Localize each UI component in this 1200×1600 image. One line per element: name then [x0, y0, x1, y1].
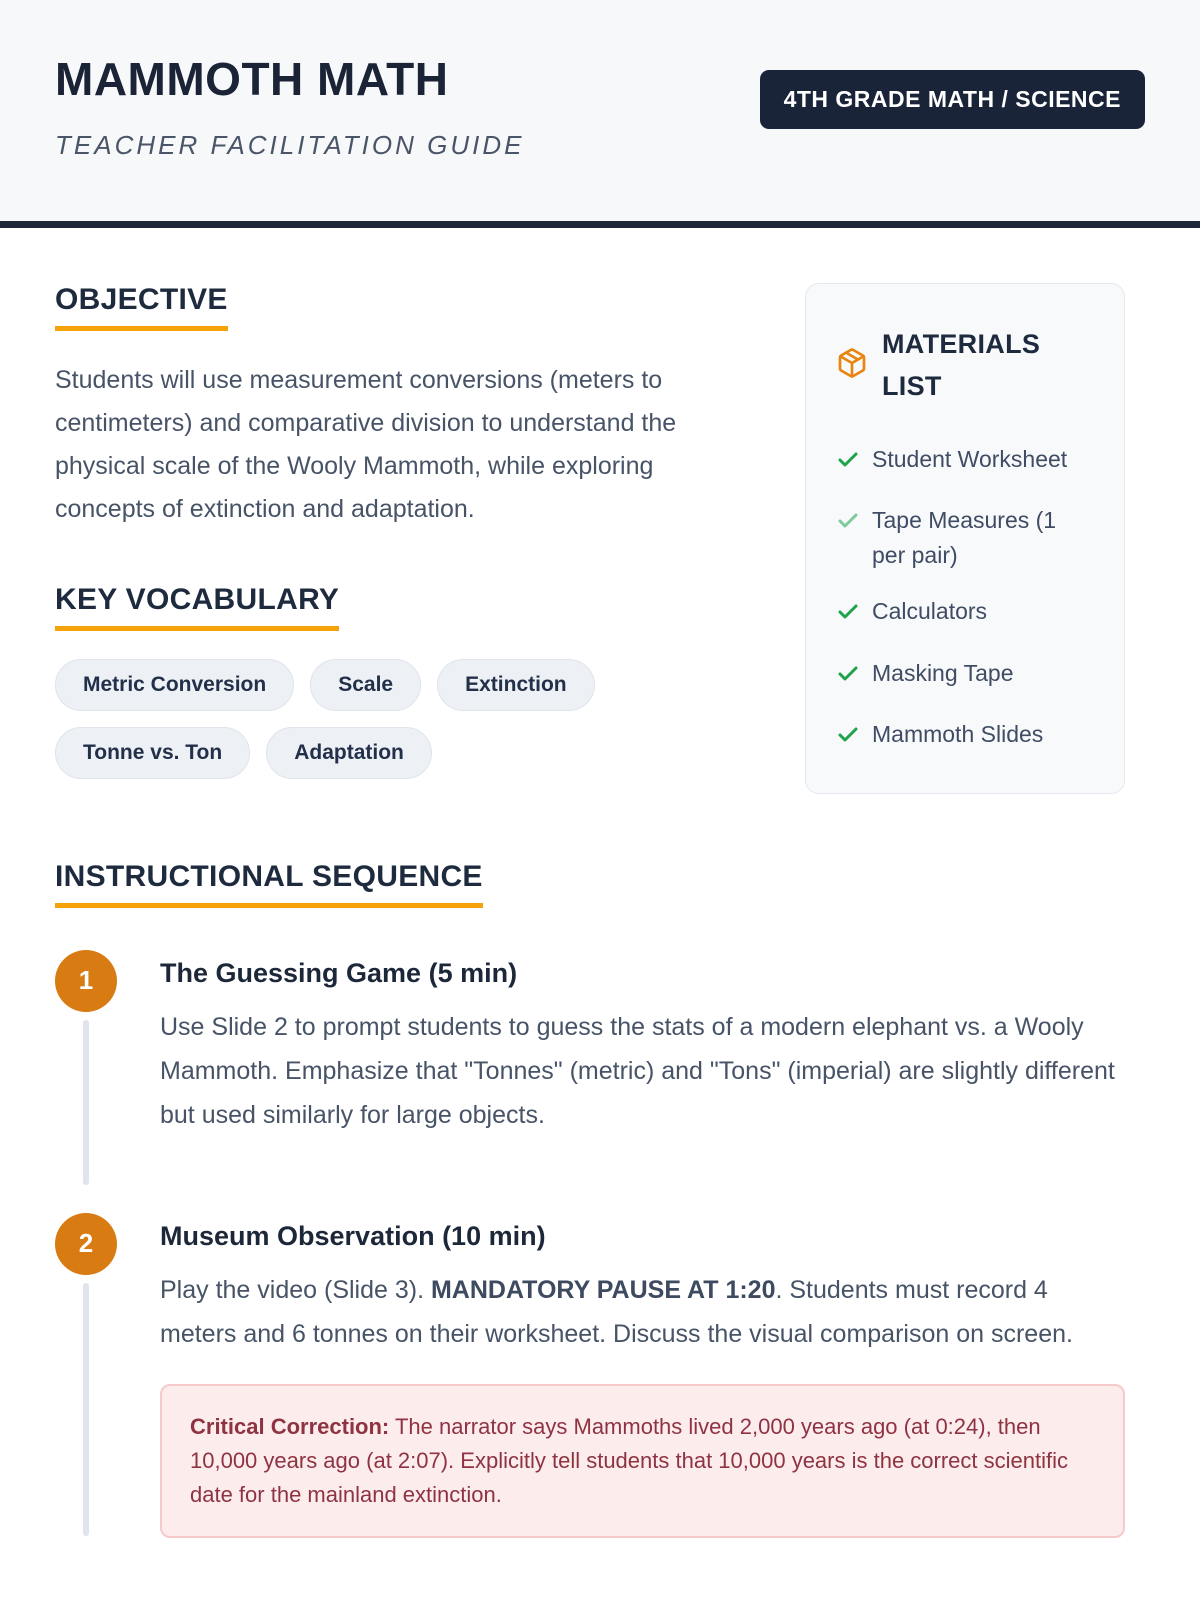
timeline-rail	[55, 950, 117, 1137]
vocabulary-section	[55, 583, 785, 779]
check-icon	[836, 661, 860, 696]
check-icon	[836, 722, 860, 757]
vocabulary-pills	[55, 659, 695, 779]
callout-text: The narrator says Mammoths lived 2,000 years ago (at 0:24), then 10,000 years ago (at 2:07). Explicitly tell students that 10,000 years is the correct scientific date for the mainland extinction.	[190, 1413, 1069, 1507]
materials-title-row	[836, 324, 1094, 408]
vocab-pill: Metric Conversion	[55, 659, 294, 711]
check-icon	[836, 508, 860, 543]
materials-item-label: Masking Tape	[872, 659, 1014, 686]
materials-item	[836, 503, 1094, 572]
step-body	[160, 1268, 1125, 1356]
vocabulary-heading: KEY VOCABULARY	[55, 583, 339, 631]
check-icon	[836, 599, 860, 634]
materials-heading: MATERIALS LIST	[882, 329, 1041, 401]
step-number-badge: 1	[55, 950, 117, 1012]
left-column	[55, 283, 785, 779]
step-title: Museum Observation (10 min)	[160, 1220, 546, 1251]
materials-item	[836, 442, 1094, 482]
materials-card	[805, 283, 1125, 794]
step-body: Use Slide 2 to prompt students to guess the stats of a modern elephant vs. a Wooly Mammoth. Emphasize that "Tonnes" (metric) and "Tons" (imperial) are slightly different but used similarly for large objects.	[160, 1012, 1115, 1129]
sequence-heading: INSTRUCTIONAL SEQUENCE	[55, 860, 483, 908]
vocab-pill: Adaptation	[266, 727, 432, 779]
materials-item	[836, 717, 1094, 757]
materials-item-label: Calculators	[872, 598, 988, 625]
materials-list	[836, 442, 1094, 757]
step-2	[55, 1213, 1125, 1538]
main-content	[0, 228, 1200, 1538]
callout-label: Critical Correction:	[190, 1413, 390, 1439]
critical-correction-callout	[160, 1384, 1125, 1538]
materials-item-label: Tape Measures (1 per pair)	[872, 507, 1057, 568]
steps	[55, 950, 1125, 1538]
materials-item-label: Student Worksheet	[872, 445, 1068, 472]
vocab-pill: Scale	[310, 659, 421, 711]
materials-item	[836, 594, 1094, 634]
step-1	[55, 950, 1125, 1137]
package-icon	[836, 347, 868, 384]
page-subtitle: TEACHER FACILITATION GUIDE	[55, 130, 525, 160]
materials-item	[836, 656, 1094, 696]
objective-text: Students will use measurement conversions (meters to centimeters) and comparative division to understand the physical scale of the Wooly Mammoth, while exploring concepts of extinction and adaptation.	[55, 366, 677, 523]
grade-badge: 4TH GRADE MATH / SCIENCE	[760, 70, 1145, 129]
step-content	[160, 950, 1125, 1137]
title-block	[55, 52, 524, 161]
objective-heading: OBJECTIVE	[55, 283, 228, 331]
instructional-sequence-section	[55, 860, 1125, 1538]
step-title: The Guessing Game (5 min)	[160, 957, 518, 988]
page-header	[0, 0, 1200, 228]
materials-item-label: Mammoth Slides	[872, 721, 1044, 748]
objective-section	[55, 283, 785, 531]
step-body-bold-text: MANDATORY PAUSE AT 1:20	[430, 1275, 776, 1304]
step-body-text: . Students must record 4 meters and 6 tonnes on their worksheet. Discuss the visual comparison on screen.	[160, 1275, 1073, 1348]
check-icon	[836, 447, 860, 482]
vocab-pill: Extinction	[437, 659, 595, 711]
top-region	[55, 283, 1125, 794]
timeline-rail	[55, 1213, 117, 1538]
step-body-text: Play the video (Slide 3).	[160, 1275, 431, 1304]
step-number-badge: 2	[55, 1213, 117, 1275]
step-content	[160, 1213, 1125, 1538]
page-title: MAMMOTH MATH	[55, 53, 449, 105]
vocab-pill: Tonne vs. Ton	[55, 727, 250, 779]
